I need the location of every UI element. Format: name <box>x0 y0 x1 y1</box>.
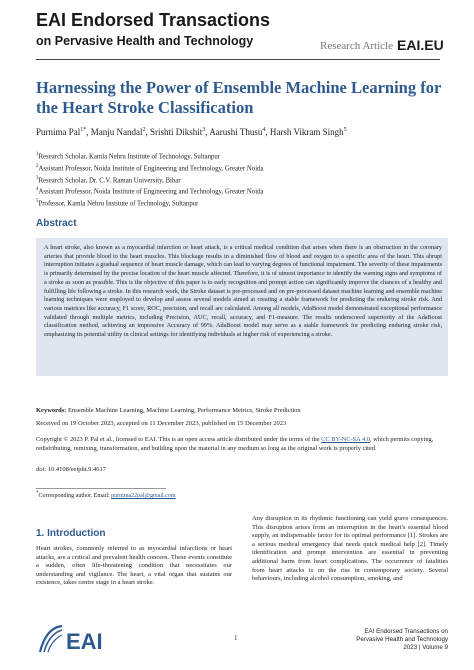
affiliation-item: $^1$Research Scholar, Kamla Nehru Institute of Technology, Sultanpur <box>36 152 221 161</box>
author-name: Harsh Vikram Singh <box>269 127 344 137</box>
abstract-heading: Abstract <box>36 218 77 229</box>
received-dates: Received on 19 October 2023, accepted on 11 December 2023, published on 15 December 2023 <box>36 420 287 427</box>
svg-text:EAI: EAI <box>66 629 103 654</box>
author-name: Aarushi Thusu <box>209 127 263 137</box>
author-list: Purnima Pal$^{1*}$, Manju Nandal$^2$, Srishti Dikshit$^3$, Aarushi Thusu$^4$, Harsh Vikram Singh$^5$ <box>36 127 347 137</box>
intro-left-column: Heart strokes, commonly referred to as myocardial infarctions or heart attacks, are a critical and prevalent health concern. These events constitute a sudden, often life-threatening condition that necessitates our understanding and vigilance. The heart, a vital organ that sustains our existence, takes centre stage in a heart stroke. <box>36 545 232 587</box>
copyright-notice: Copyright © 2023 P. Pal et al., licensed to EAI. This is an open access article distributed under the terms of the CC BY-NC-SA 4.0, which permits copying, redistributing, remixing, transformation, and building upon the material in any medium so long as the original work is properly cited. <box>36 436 434 452</box>
affiliation-item: $^4$Assistant Professor, Noida Institute of Engineering and Technology, Greater Noida <box>36 187 264 196</box>
header-divider <box>36 59 440 60</box>
author-sup: 3 <box>202 127 206 133</box>
paper-title: Harnessing the Power of Ensemble Machine Learning for the Heart Stroke Classification <box>36 78 441 117</box>
author-sup: 2 <box>142 127 146 133</box>
author-sup: 5 <box>343 127 347 133</box>
affiliation-list <box>36 150 264 209</box>
keywords-text: Ensemble Machine Learning, Machine Learning, Performance Metrics, Stroke Prediction <box>67 407 301 414</box>
journal-title: EAI Endorsed Transactions <box>36 10 271 30</box>
doi: doi: 10.4108/eetpht.9.4617 <box>36 466 107 473</box>
author-name: Purnima Pal <box>36 127 81 137</box>
journal-subtitle: on Pervasive Health and Technology <box>36 34 254 48</box>
keywords <box>36 407 301 414</box>
intro-heading: 1. Introduction <box>36 528 106 539</box>
affiliation-item: $^3$Research Scholar, Dr. C.V. Raman University, Bihar <box>36 175 181 184</box>
author-sup: 4 <box>262 127 266 133</box>
page-number: 1 <box>234 634 238 642</box>
intro-right-column: Any disruption in its rhythmic functioning can yield grave consequences. This disruption arises from an interruption in the heart's essential blood supply, an indispensable factor for its optimal performance [1]. Strokes are a serious medical emergency that needs quick medical help [2]. Timely identification and prompt intervention are essential in preventing additional harm from heart complications. The occurrence of fatalities from heart attacks is on the rise in contemporary society. Several behaviours, including alcohol consumption, smoking, and <box>252 515 448 583</box>
author-name: Srishti Dikshit <box>150 127 203 137</box>
corresponding-author-footnote: *Corresponding author. Email: purnima22pal@gmail.com <box>36 491 176 499</box>
footer-journal-info: EAI Endorsed Transactions on Pervasive Health and Technology 2023 | Volume 9 <box>356 628 448 651</box>
affiliation-item: $^2$Assistant Professor, Noida Institute of Engineering and Technology, Greater Noida <box>36 163 264 173</box>
abstract-text: A heart stroke, also known as a myocardial infarction or heart attack, is a critical medical condition that arises when there is an obstruction in the coronary arteries that provide blood to the heart muscles. This blockage results in a diminished flow of blood and oxygen to a specific area of the heart. This abrupt interruption initiates a gradual sequence of heart muscle damage, which can lead to varying degrees of functional impairment. The severity of these impairments is primarily determined by the precise location of the heart muscle affected. Therefore, it is of utmost importance to identify the warning signs and symptoms of a stroke as soon as possible. This is the objective of this paper is to early recognition and prompt action can significantly improve the chances of a healthy and fulfilling life following a stroke. In this research work, the Stroke dataset is pre-processed and on pre-processed dataset machine learning and ensemble machine learning techniques were employed to develop and assess several models aimed at creating a stable framework for predicting the enduring stroke risk. And various matrices like accuracy, F1 score, ROC, precision, and recall are calculated. Among all models, AdaBoost model demonstrated exceptional performance validated through multiple metrics, including Precision, AUC, recall, accuracy, and F1-measure. The results underscored superiority of the AdaBoost classification method, achieving an impressive Accuracy of 99%. AdaBoost model may serve as a stable framework for predicting enduring stroke risk, emphasizing its potential utility in clinical settings for identifying individuals at higher risk of experiencing a stroke. <box>44 244 442 339</box>
eai-footer-logo <box>36 622 116 656</box>
affiliation-item: $^5$Professor, Kamla Nehru Institute of Technology, Sultanpur <box>36 199 199 208</box>
eai-logo-icon <box>36 622 116 656</box>
license-link[interactable]: CC BY-NC-SA 4.0 <box>321 436 370 443</box>
keywords-label: Keywords: <box>36 407 67 414</box>
author-name: Manju Nandal <box>90 127 143 137</box>
article-type: Research Article <box>320 40 393 52</box>
footnote-divider <box>36 488 166 489</box>
eai-eu-logo: EAI.EU <box>397 37 444 53</box>
email-link[interactable]: purnima22pal@gmail.com <box>111 493 176 499</box>
author-sup: 1* <box>80 127 87 133</box>
